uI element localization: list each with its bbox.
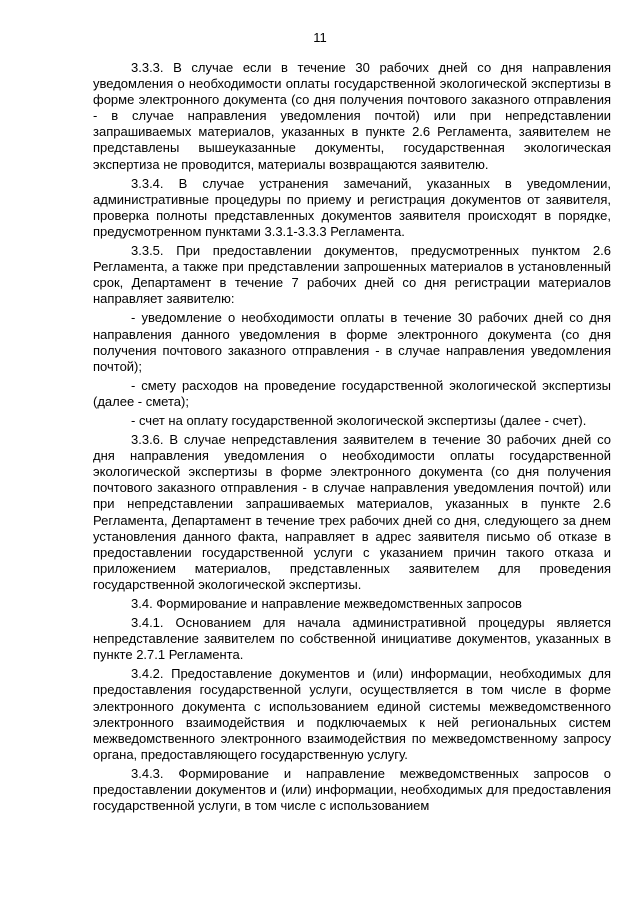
- paragraph-3-4-2: 3.4.2. Предоставление документов и (или) информации, необходимых для предоставления государственной услуги, осуществляется в том числе в форме электронного документа с использованием единой системы межведомственного электронного взаимодействия и подключаемых к ней региональных систем межведомственного электронного взаимодействия по межведомственному запросу органа, предоставляющего государственную услугу.: [93, 666, 611, 762]
- paragraph-3-3-3: 3.3.3. В случае если в течение 30 рабочих дней со дня направления уведомления о необходимости оплаты государственной экологической экспертизы в форме электронного документа (со дня получения почтового заказного отправления - в случае направления уведомления почтой) или при непредставлении запрашиваемых материалов, указанных в пункте 2.6 Регламента, заявителем не представлены вышеуказанные документы, государственная экологическая экспертиза не проводится, материалы возвращаются заявителю.: [93, 60, 611, 172]
- list-item-notice: - уведомление о необходимости оплаты в течение 30 рабочих дней со дня направления данного уведомления в форме электронного документа (со дня получения почтового заказного отправления - в случае направления уведомления почтой);: [93, 310, 611, 374]
- list-item-estimate: - смету расходов на проведение государственной экологической экспертизы (далее - смета);: [93, 377, 611, 409]
- list-item-invoice: - счет на оплату государственной экологической экспертизы (далее - счет).: [131, 412, 587, 428]
- paragraph-3-4-1: 3.4.1. Основанием для начала административной процедуры является непредставление заявителем по собственной инициативе документов, указанных в пункте 2.7.1 Регламента.: [93, 615, 611, 663]
- paragraph-3-4-3: 3.4.3. Формирование и направление межведомственных запросов о предоставлении документов и (или) информации, необходимых для предоставления государственной услуги, в том числе с использованием: [93, 765, 611, 814]
- paragraph-3-3-6: 3.3.6. В случае непредставления заявителем в течение 30 рабочих дней со дня направления уведомления о необходимости оплаты государственной экологической экспертизы в форме электронного документа (со дня получения почтового заказного отправления - в случае направления уведомления почтой) или при непредставлении запрашиваемых материалов, указанных в пункте 2.6 Регламента, Департамент в течение трех рабочих дней со дня, следующего за днем установления данного факта, направляет в адрес заявителя письмо об отказе в предоставлении государственной услуги с указанием причин такого отказа и приложением материалов, представленных заявителем для проведения государственной экологической экспертизы.: [93, 432, 611, 592]
- paragraph-3-3-4: 3.3.4. В случае устранения замечаний, указанных в уведомлении, административные процедуры по приему и регистрация документов от заявителя, проверка полноты представленных документов заявителя происходят в порядке, предусмотренном пунктами 3.3.1-3.3.3 Регламента.: [93, 175, 611, 239]
- page-number: 11: [313, 30, 327, 45]
- paragraph-3-3-5: 3.3.5. При предоставлении документов, предусмотренных пунктом 2.6 Регламента, а также при представлении запрошенных материалов в установленный срок, Департамент в течение 7 рабочих дней со дня регистрации материалов направляет заявителю:: [93, 243, 611, 307]
- section-heading-3-4: 3.4. Формирование и направление межведомственных запросов: [131, 596, 522, 611]
- document-body: [93, 60, 611, 817]
